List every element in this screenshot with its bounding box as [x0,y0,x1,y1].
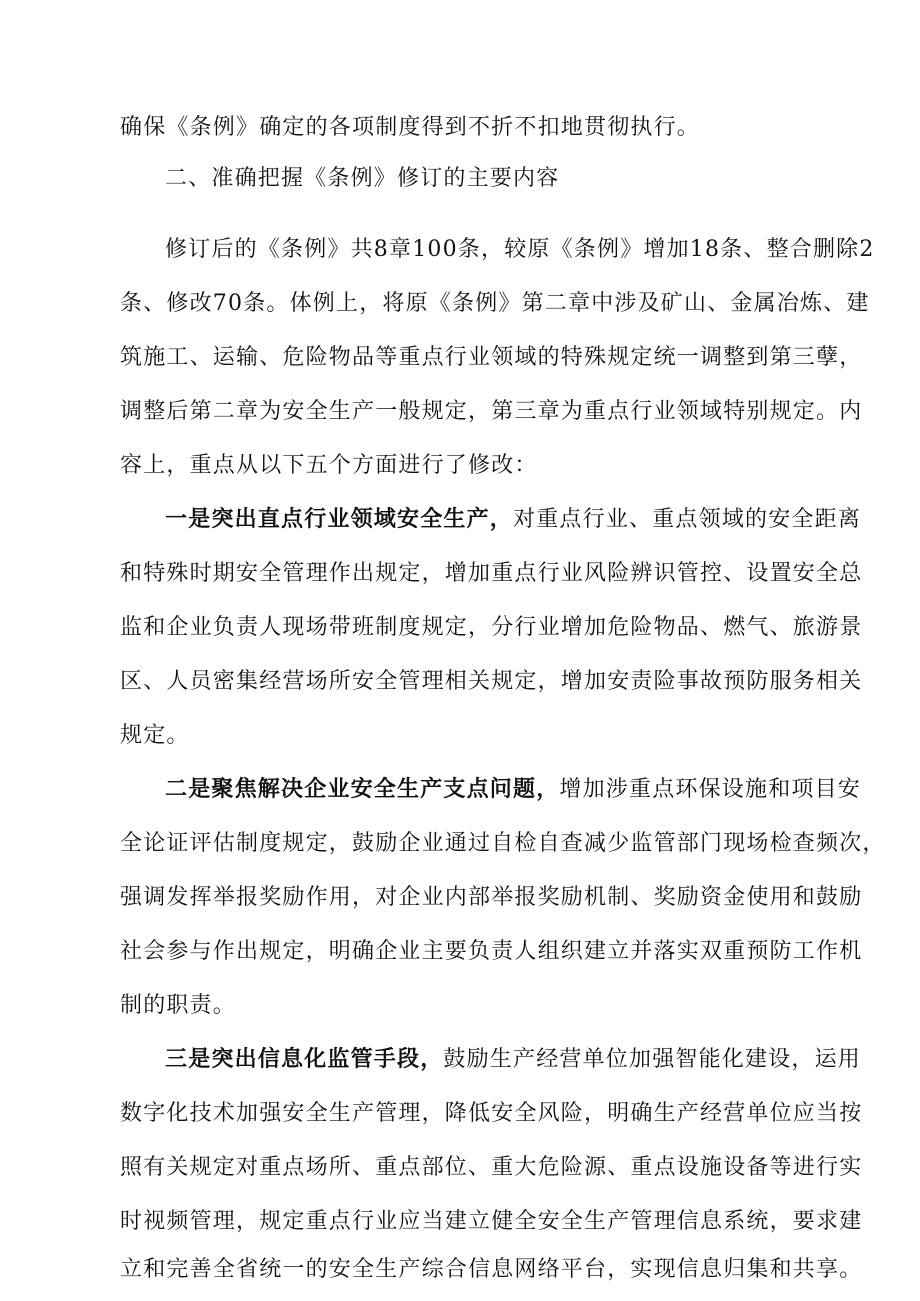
text-line [120,444,538,488]
text-line-content: 对重点行业、重点领域的安全距离 [513,507,862,532]
text-line [165,498,861,542]
text-line [165,768,861,812]
text-line-content: 监和企业负责人现场带班制度规定，分行业增加危险物品、燃气、旅游景 [120,615,863,640]
text-line [165,1038,861,1082]
text-line [120,1200,862,1244]
text-line [165,228,875,272]
text-line-content: 规定。 [120,723,190,748]
text-line [120,1092,862,1136]
text-line-content: 时视频管理，规定重点行业应当建立健全安全生产管理信息系统，要求建 [120,1209,863,1234]
text-line [120,984,236,1028]
text-line-content: 增加涉重点环保设施和项目安 [559,777,862,802]
text-line [120,1146,862,1190]
lead-phrase: 二是聚焦解决企业安全生产支点问题， [165,777,560,802]
text-line [120,336,862,380]
text-line [120,106,700,150]
text-line [120,606,862,650]
text-line-content: 社会参与作出规定，明确企业主要负责人组织建立并落实双重预防工作机 [120,939,863,964]
text-line-content: 制的职责。 [120,993,237,1018]
section-heading-text: 二、准确把握《条例》修订的主要内容 [165,166,560,191]
text-line-content: 数字化技术加强安全生产管理，降低安全风险，明确生产经营单位应当按 [120,1101,863,1126]
text-line [120,390,862,434]
text-line [120,552,862,596]
text-line-content: 筑施工、运输、危险物品等重点行业领域的特殊规定统一调整到第三孽， [120,345,863,370]
text-line-content: 调整后第二章为安全生产一般规定，第三章为重点行业领域特别规定。内 [120,399,863,424]
text-line [120,714,190,758]
text-line-content: 强调发挥举报奖励作用，对企业内部举报奖励机制、奖励资金使用和鼓励 [120,885,863,910]
lead-phrase: 一是突出直点行业领域安全生产， [165,507,514,532]
text-line-content: 区、人员密集经营场所安全管理相关规定，增加安责险事故预防服务相关 [120,669,863,694]
text-line [120,1248,862,1292]
text-line-content: 条、修改70条。体例上，将原《条例》第二章中涉及矿山、金属冶炼、建 [120,291,870,316]
text-line [120,930,862,974]
text-line-content: 全论证评估制度规定，鼓励企业通过自检自查减少监管部门现场检查频次， [120,831,886,856]
text-line [120,822,886,866]
text-line-content: 立和完善全省统一的安全生产综合信息网络平台，实现信息归集和共享。 [120,1257,863,1282]
text-line [120,876,862,920]
text-line-content: 容上，重点从以下五个方面进行了修改： [120,453,538,478]
text-line-content: 照有关规定对重点场所、重点部位、重大危险源、重点设施设备等进行实 [120,1155,863,1180]
text-line [120,282,870,326]
text-line [120,660,862,704]
text-line-content: 确保《条例》确定的各项制度得到不折不扣地贯彻执行。 [120,115,701,140]
lead-phrase: 三是突出信息化监管手段， [165,1047,444,1072]
text-line-content: 修订后的《条例》共8章100条，较原《条例》增加18条、整合删除2 [165,237,875,262]
text-line-content: 鼓励生产经营单位加强智能化建设，运用 [443,1047,862,1072]
text-line-content: 和特殊时期安全管理作出规定，增加重点行业风险辨识管控、设置安全总 [120,561,863,586]
section-heading [165,157,559,201]
